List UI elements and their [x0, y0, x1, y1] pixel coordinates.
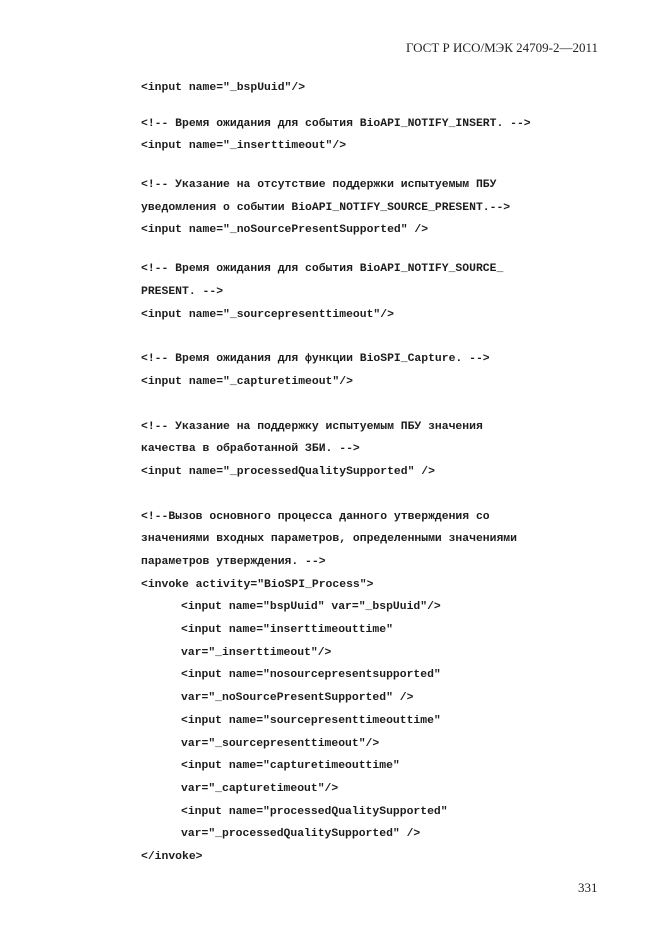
code-group-no-source-present	[141, 174, 621, 242]
code-line: <input name="capturetimeouttime"	[181, 760, 400, 773]
code-comment: значениями входных параметров, определенными значениями	[141, 533, 517, 546]
code-line: <input name="_processedQualitySupported" />	[141, 465, 435, 478]
code-comment: <!-- Указание на поддержку испытуемым ПБУ значения	[141, 420, 483, 433]
code-line: <input name="_inserttimeout"/>	[141, 140, 347, 153]
code-line: <input name="_sourcepresenttimeout"/>	[141, 308, 394, 321]
page-header-standard-id: ГОСТ Р ИСО/МЭК 24709-2—2011	[405, 40, 598, 55]
spacer	[141, 100, 621, 113]
code-comment: параметров утверждения. -->	[141, 556, 326, 568]
spacer	[141, 242, 621, 258]
code-invoke-close: </invoke>	[141, 850, 203, 863]
code-line: var="_noSourcePresentSupported" />	[181, 692, 414, 705]
code-invoke-open: <invoke activity="BioSPI_Process">	[141, 578, 374, 591]
code-line: var="_sourcepresenttimeout"/>	[181, 737, 380, 750]
code-group-processed-quality	[141, 416, 621, 484]
code-line: <input name="nosourcepresentsupported"	[181, 669, 441, 682]
code-group-bsp-uuid	[141, 77, 621, 100]
code-line: <input name="_noSourcePresentSupported" />	[141, 224, 429, 237]
spacer	[141, 158, 621, 174]
code-comment: PRESENT. -->	[141, 285, 224, 298]
code-comment: <!-- Время ожидания для события BioAPI_NOTIFY_INSERT. -->	[141, 117, 531, 130]
code-line: <input name="bspUuid" var="_bspUuid"/>	[181, 601, 441, 614]
code-comment: <!--Вызов основного процесса данного утверждения со	[141, 510, 490, 523]
spacer	[141, 394, 621, 416]
code-comment: уведомления о событии BioAPI_NOTIFY_SOURCE_PRESENT.-->	[141, 201, 511, 214]
spacer	[141, 484, 621, 506]
code-line: <input name="inserttimeouttime"	[181, 624, 393, 637]
code-comment: <!-- Указание на отсутствие поддержки испытуемым ПБУ	[141, 179, 497, 192]
code-group-insert-timeout	[141, 113, 621, 158]
code-line: <input name="processedQualitySupported"	[181, 805, 448, 818]
page-number: 331	[578, 880, 598, 895]
invoke-body	[141, 596, 621, 846]
code-group-capture-timeout	[141, 348, 621, 393]
code-line: var="_processedQualitySupported" />	[181, 828, 421, 841]
code-comment: <!-- Время ожидания для события BioAPI_NOTIFY_SOURCE_	[141, 263, 504, 276]
code-line: var="_capturetimeout"/>	[181, 782, 339, 795]
code-line: var="_inserttimeout"/>	[181, 646, 332, 659]
code-group-invoke	[141, 506, 621, 869]
spacer	[141, 326, 621, 348]
code-comment: <!-- Время ожидания для функции BioSPI_Capture. -->	[141, 353, 490, 366]
code-line: <input name="_capturetimeout"/>	[141, 375, 353, 388]
xml-code-listing	[141, 77, 621, 869]
code-line: <input name="_bspUuid"/>	[141, 82, 306, 94]
code-group-source-present-timeout	[141, 258, 621, 326]
code-comment: качества в обработанной ЗБИ. -->	[141, 443, 360, 456]
code-line: <input name="sourcepresenttimeouttime"	[181, 714, 441, 727]
